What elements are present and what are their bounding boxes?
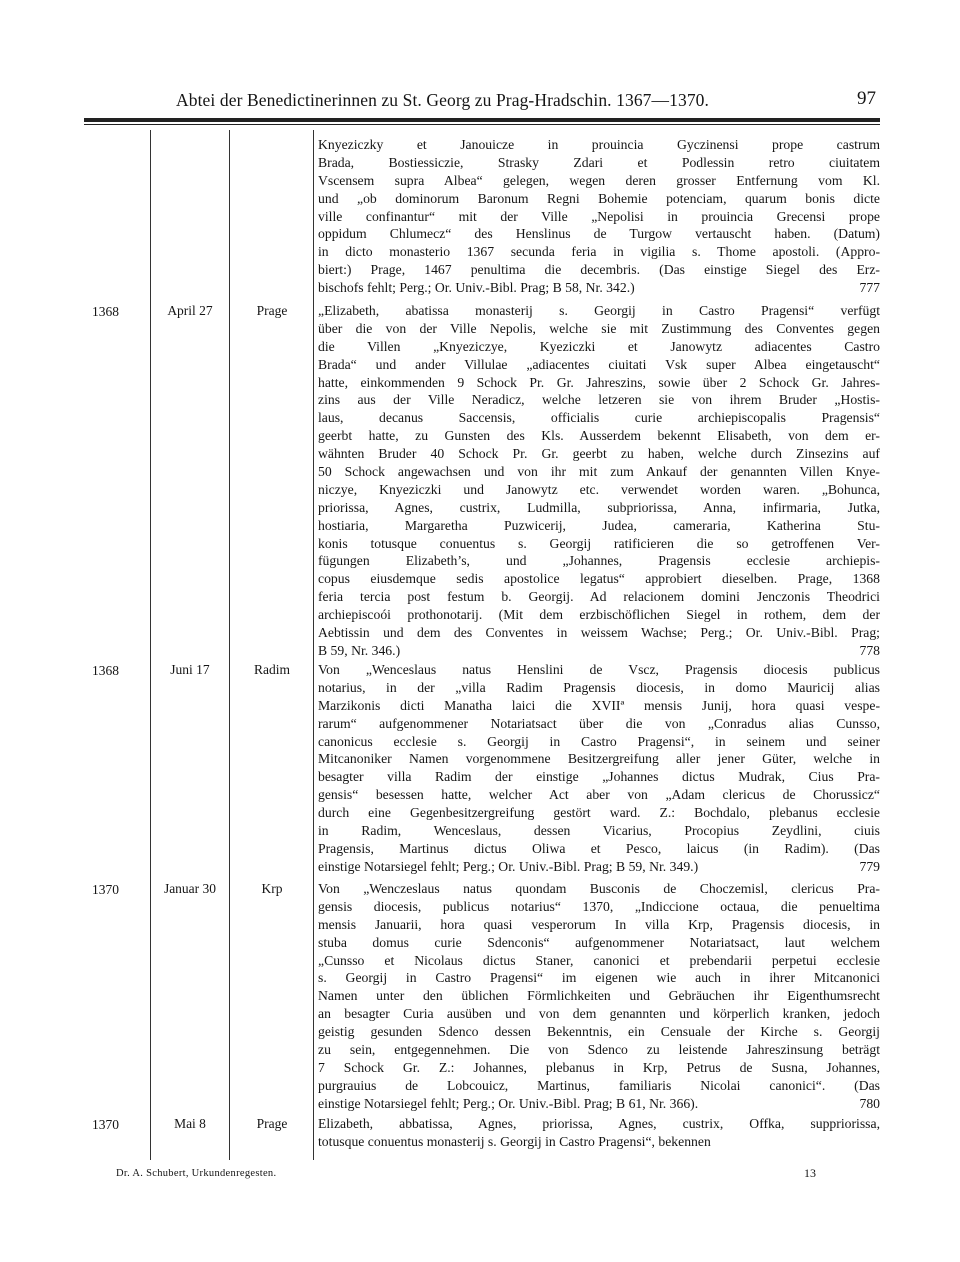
entry-line: stuba domus curie Sdenconis“ aufgenommener Notariatsact, laut welchem bbox=[318, 934, 880, 950]
entry-line: notarius, in der „villa Radim Pragensis diocesis, in domo Mauricij alias bbox=[318, 679, 880, 695]
entry-line: canonicus ecclesie s. Georgij in Castro Pragensi“, in seinem und seiner bbox=[318, 733, 880, 749]
entry-date: April 27 bbox=[167, 303, 213, 318]
entry-line: Aebtissin und dem des Conventes in weissem Wachse; Perg.; Or. Univ.-Bibl. Prag; bbox=[318, 625, 880, 641]
entry-year: 1368 bbox=[92, 304, 119, 319]
entry-line: Namen unter den üblichen Förmlichkeiten und Gebräuchen ihr Eigenthumsrecht bbox=[318, 988, 880, 1004]
entry-line: über die von der Ville Nepolis, welche sie mit Zustimmung des Conventes gegen bbox=[318, 320, 880, 336]
entry-line: Knyeziczky et Janouicze in prouincia Gyczinensi prope castrum bbox=[318, 137, 880, 152]
entry-line: „Elizabeth, abatissa monasterij s. Georgij in Castro Pragensi“ verfügt bbox=[318, 303, 880, 318]
entry-line: die Villen „Knyeziczye, Kyeziczki et Janowytz adiacentes Castro bbox=[318, 338, 880, 354]
entry-line: Mitcanoniker Namen vorgenommene Besitzergreifung aller jener Güter, welche in bbox=[318, 751, 880, 767]
entry-line: zins aus der Ville Neradicz, welche letzeren sie von ihrem Bruder „Hostis- bbox=[318, 392, 880, 408]
entry-line: feria tercia post festum b. Georgij. Ad relacionem domini Jenczonis Theodrici bbox=[318, 589, 880, 605]
entry-line: priorissa, Agnes, custrix, Ludmilla, subpriorissa, Anna, infirmaria, Jutka, bbox=[318, 499, 880, 515]
header-rule-thin bbox=[84, 124, 880, 125]
entry-line: gensis“ besessen hatte, welcher Act aber von „Adam clericus de Chorussicz“ bbox=[318, 787, 880, 803]
entry-number: 777 bbox=[859, 280, 880, 296]
entry-place: Prage bbox=[256, 303, 288, 318]
entry-date: Mai 8 bbox=[174, 1116, 206, 1131]
page-number: 97 bbox=[857, 88, 876, 109]
entry-number: 780 bbox=[859, 1095, 880, 1111]
entry-line bbox=[318, 279, 880, 297]
footer-sheet-number: 13 bbox=[804, 1166, 816, 1180]
entry-line: purgrauius de Lobcouicz, Martinus, familiaris Nicolai canonici“. (Das bbox=[318, 1077, 880, 1093]
entry-line bbox=[318, 642, 880, 660]
entry-line: geerbt hatte, zu Gunsten des Kls. Ausserdem bekennt Elisabeth, von dem er- bbox=[318, 428, 880, 444]
entry-line: rarum“ aufgenommener Notariatsact über die von „Conradus alias Cunsso, bbox=[318, 715, 880, 731]
header-rule-thick bbox=[84, 118, 880, 122]
entry-line: hatte, einkommenden 9 Schock Pr. Gr. Jahreszins, sowie über 2 Schock Gr. Jahres- bbox=[318, 374, 880, 390]
entry-line: Pragensis, Martinus dictus Oliwa et Pesco, laicus (in Radim). (Das bbox=[318, 840, 880, 856]
column-divider-place bbox=[313, 130, 314, 1160]
entry-line: 7 Schock Gr. Z.: Johannes, plebanus in Krp, Petrus de Susna, Johannes, bbox=[318, 1059, 880, 1075]
entry-line: Von „Wenceslaus natus Henslini de Vscz, Pragensis diocesis publicus bbox=[318, 662, 880, 677]
entry-date: Januar 30 bbox=[163, 881, 217, 896]
entry-line: zu sein, entgegennehmen. Die von Sdenco zu leistende Jahreszinsung beträgt bbox=[318, 1042, 880, 1058]
entry-line: copus eiusdemque sedis apostolice legatus“ approbiert dieselben. Prage, 1368 bbox=[318, 571, 880, 587]
entry-place: Krp bbox=[261, 881, 283, 896]
entry-place: Prage bbox=[256, 1116, 288, 1131]
entry-line: archiepiscoói prothonotarij. (Mit dem erzbischöflichen Siegel in rothem, dem der bbox=[318, 607, 880, 623]
entry-line-text: einstige Notarsiegel fehlt; Perg.; Or. Univ.-Bibl. Prag; B 59, Nr. 349.) bbox=[318, 858, 699, 874]
running-header bbox=[176, 90, 876, 114]
entry-line: Von „Wenczeslaus natus quondam Busconis de Choczemisl, clericus Pra- bbox=[318, 881, 880, 896]
entry-line: hostiaria, Margaretha Puzwicerij, Judea, cameraria, Katherina Stu- bbox=[318, 517, 880, 533]
entry-line: Marzikonis dicti Manatha laici die XVIIª mensis Junij, hora quasi vespe- bbox=[318, 697, 880, 713]
entry-line: 50 Schock angewachsen und von ihr mit zum Ankauf der genannten Villen Knye- bbox=[318, 464, 880, 480]
entry-text bbox=[318, 1115, 880, 1151]
entry-line: und „ob dominorum Baronum Regni Bohemie potenciam, quarum bonis dicte bbox=[318, 190, 880, 206]
entry-text bbox=[318, 136, 880, 297]
entry-line: konis totusque conuentus s. Georgij ratificieren die so getroffenen Ver- bbox=[318, 535, 880, 551]
column-divider-date bbox=[229, 130, 230, 1160]
entry-text bbox=[318, 880, 880, 1113]
entry-line: fügungen Elizabeth’s, und „Johannes, Pragensis ecclesie archiepis- bbox=[318, 553, 880, 569]
entry-line: wähnten Bruder 40 Schock Pr. Gr. geerbt zu haben, welche durch Zinsezins auf bbox=[318, 446, 880, 462]
entry-text bbox=[318, 302, 880, 660]
entry-year: 1370 bbox=[92, 1117, 119, 1132]
entry-line: laus, decanus Saccensis, officialis curie archiepiscopalis Pragensis“ bbox=[318, 410, 880, 426]
header-title: Abtei der Benedictinerinnen zu St. Georg zu Prag-Hradschin. 1367—1370. bbox=[176, 90, 710, 110]
entry-year: 1370 bbox=[92, 882, 119, 897]
entry-line: totusque conuentus monasterij s. Georgij in Castro Pragensi“, bekennen bbox=[318, 1133, 711, 1149]
entry-line: s. Georgij in Castro Pragensi“ im eigenen wie auch in ihrer Mitcanonici bbox=[318, 970, 880, 986]
entry-line: ville confinantur“ mit der Ville „Nepolisi in prouincia Grecensi prope bbox=[318, 208, 880, 224]
entry-line: durch eine Gegenbesitzergreifung gestört ward. Z.: Bochdalo, plebanus ecclesie bbox=[318, 805, 880, 821]
entry-year: 1368 bbox=[92, 663, 119, 678]
entry-line: biert:) Prage, 1467 penultima die decembris. (Das einstige Siegel des Erz- bbox=[318, 262, 880, 278]
entry-line-text: B 59, Nr. 346.) bbox=[318, 642, 401, 658]
entry-line: gensis diocesis, publicus notarius“ 1370, „Indiccione octaua, die penueltima bbox=[318, 898, 880, 914]
entry-line bbox=[318, 1095, 880, 1113]
entry-line: Brada“ und ander Villulae „adiacentes ciuitati Vsk super Albea eingetauscht“ bbox=[318, 356, 880, 372]
entry-line: an besagter Curia ausüben und von dem genannten und körperlich kranken, jedoch bbox=[318, 1006, 880, 1022]
entry-line: in Radim, Wenceslaus, dessen Vicarius, Procopius Zeydlini, ciuis bbox=[318, 823, 880, 839]
entry-line: Vscensem supra Albea“ gelegen, wegen deren grosser Entfernung vom Kl. bbox=[318, 172, 880, 188]
entry-line: Brada, Bostiessiczie, Strasky Zdari et Podlessin retro ciuitatem bbox=[318, 154, 880, 170]
entry-line: geistig gesunden Sdenco dessen Bekenntnis, ein Censuale der Kirche s. Georgij bbox=[318, 1024, 880, 1040]
entry-line-text: einstige Notarsiegel fehlt; Perg.; Or. Univ.-Bibl. Prag; B 61, Nr. 366). bbox=[318, 1095, 699, 1111]
entry-place: Radim bbox=[254, 662, 290, 677]
entry-line: oppidum Chlumecz“ des Henslinus de Turgow vertauscht haben. (Datum) bbox=[318, 226, 880, 242]
entry-line: besagter villa Radim der einstige „Johannes dictus Mudrak, Cius Pra- bbox=[318, 769, 880, 785]
entry-line bbox=[318, 858, 880, 876]
entry-line: niczye, Knyeziczki und Janowytz etc. verwendet worden waren. „Bohunca, bbox=[318, 481, 880, 497]
entry-line-text: bischofs fehlt; Perg.; Or. Univ.-Bibl. Prag; B 58, Nr. 342.) bbox=[318, 280, 635, 296]
entry-line: in dicto monasterio 1367 secunda feria in vigilia s. Thome apostoli. (Appro- bbox=[318, 244, 880, 260]
entry-date: Juni 17 bbox=[170, 662, 210, 677]
footer-signature: Dr. A. Schubert, Urkundenregesten. bbox=[116, 1168, 277, 1179]
entry-line: „Cunsso et Nicolaus dictus Staner, canonici et prebendarii perpetui ecclesie bbox=[318, 952, 880, 968]
column-divider-year bbox=[150, 130, 151, 1160]
entry-number: 778 bbox=[859, 642, 880, 658]
entry-number: 779 bbox=[859, 858, 880, 874]
entry-text bbox=[318, 661, 880, 876]
entry-line: Elizabeth, abbatissa, Agnes, priorissa, Agnes, custrix, Offka, suppriorissa, bbox=[318, 1116, 880, 1131]
entry-line: mensis Januarii, hora quasi vesperorum In villa Krp, Pragensis diocesis, in bbox=[318, 916, 880, 932]
